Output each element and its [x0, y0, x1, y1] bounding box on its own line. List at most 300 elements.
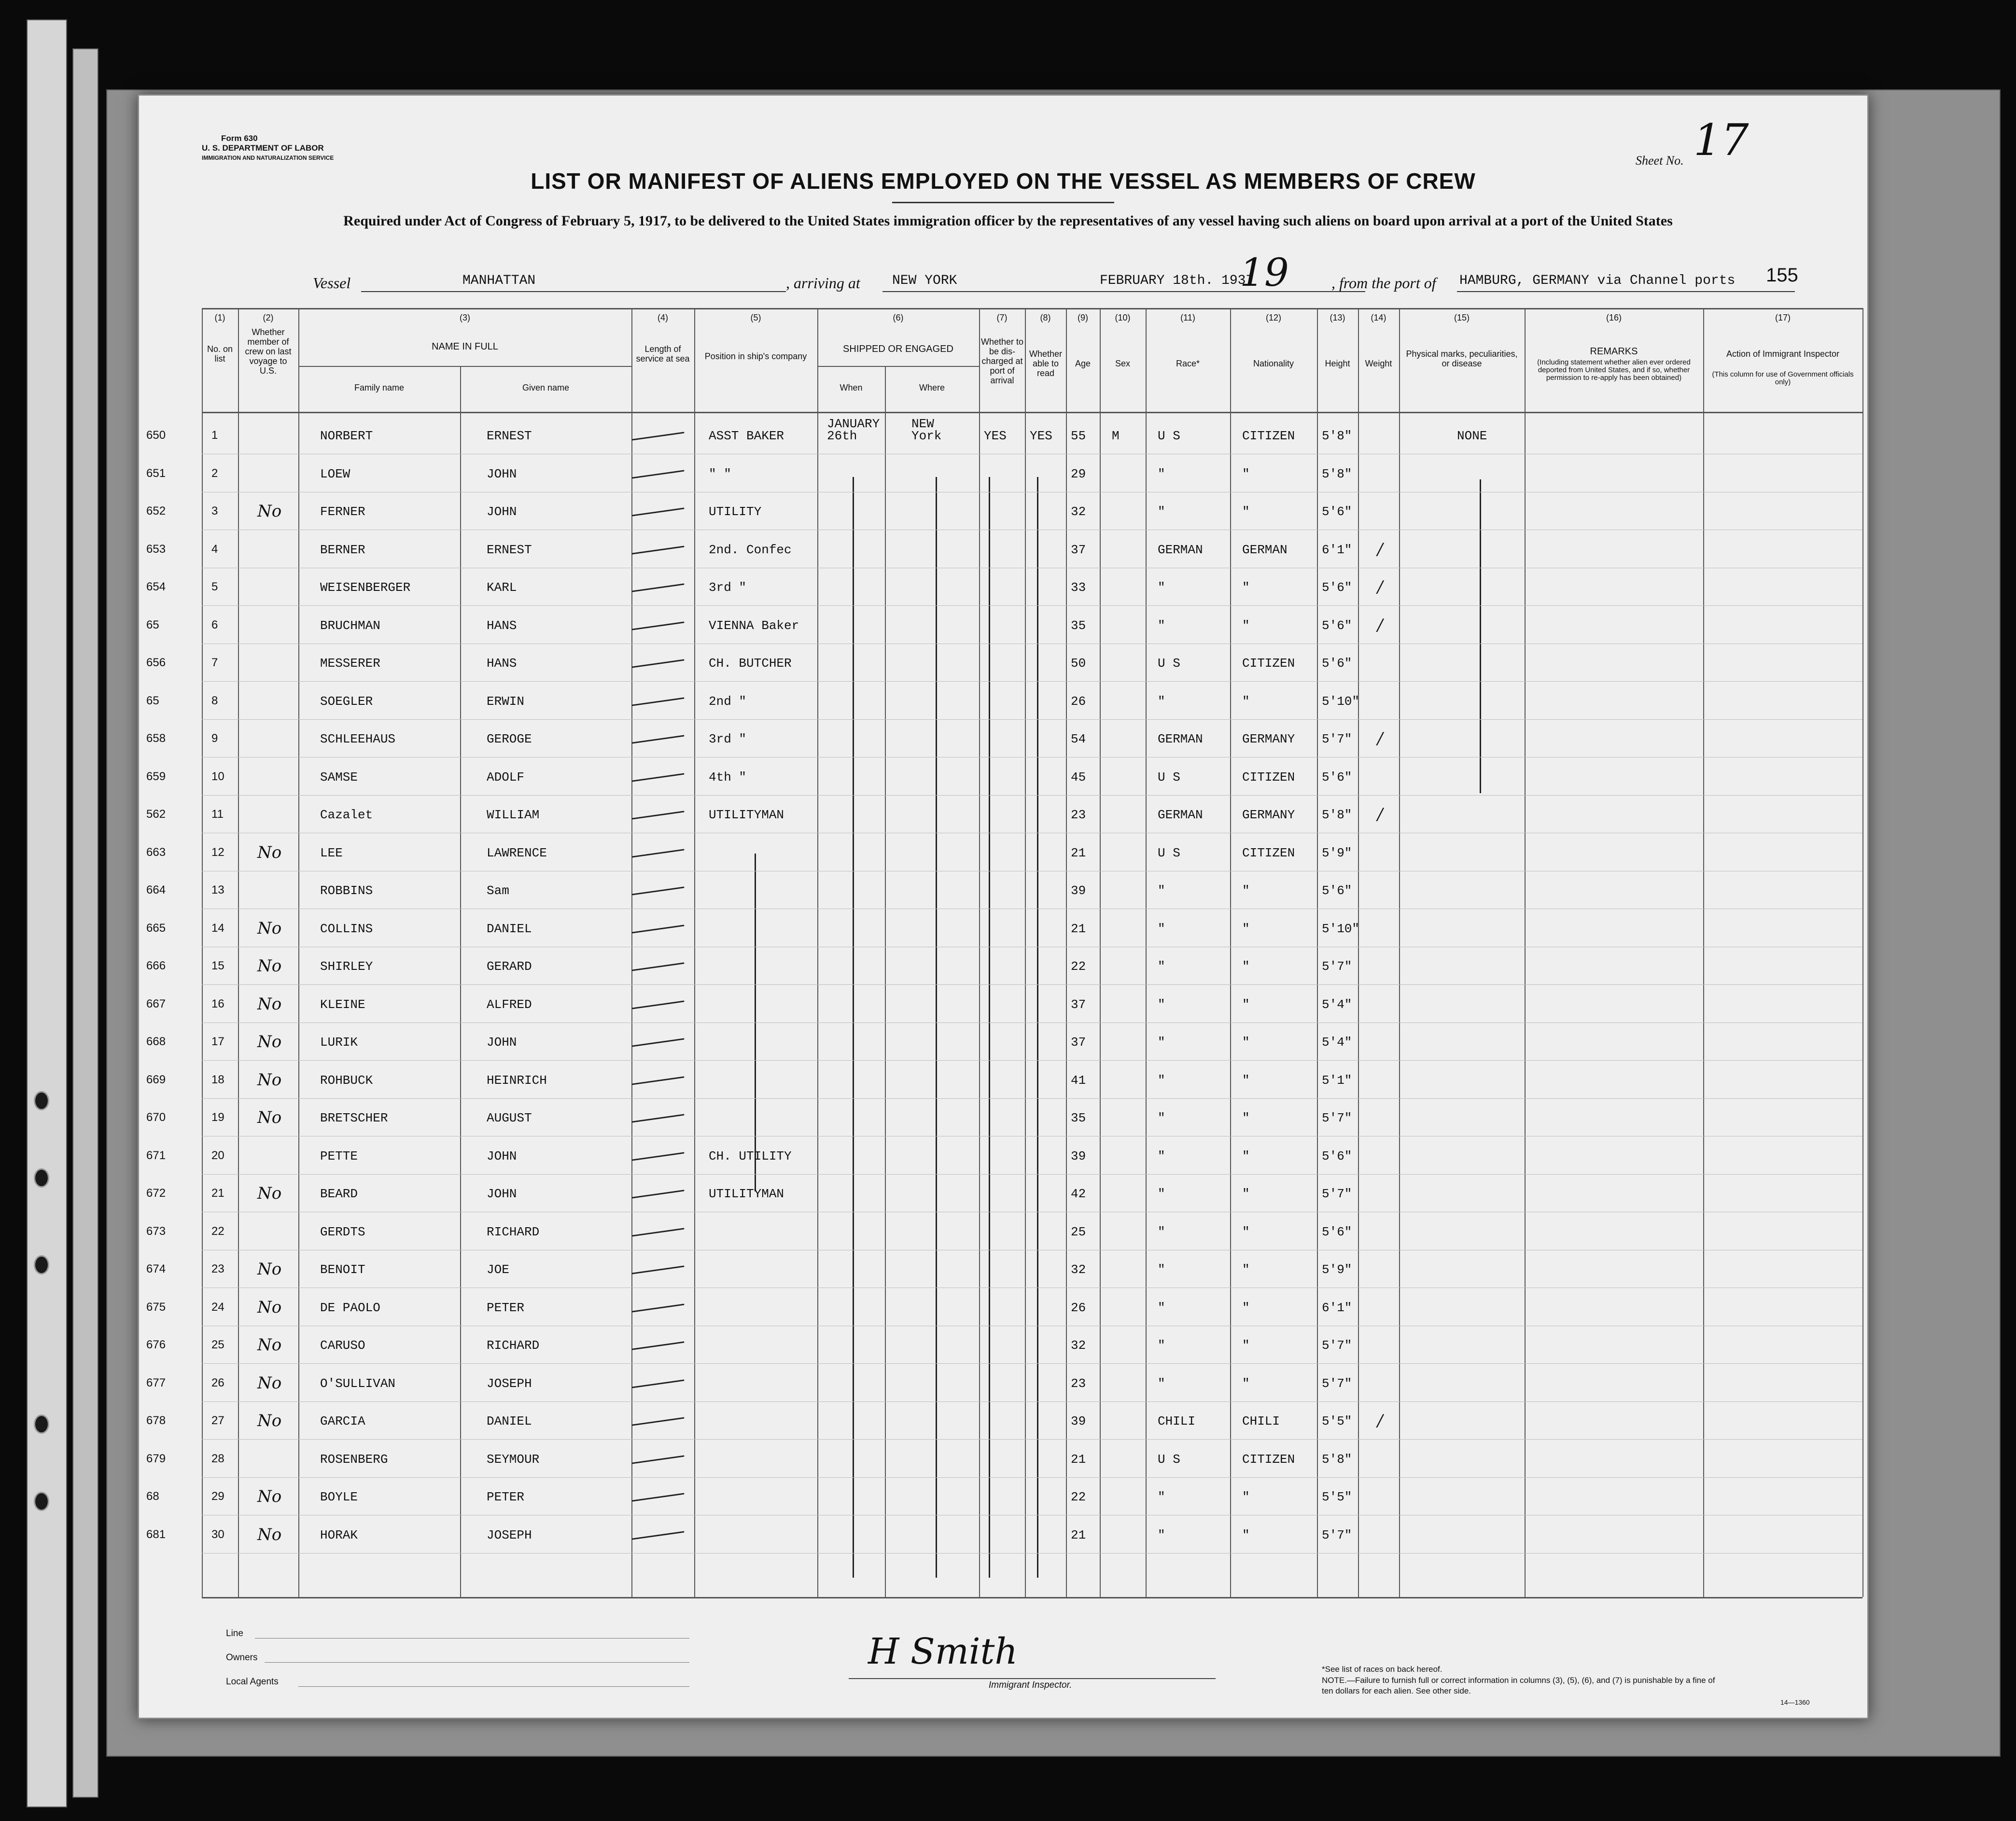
height: 5'5" [1322, 1490, 1352, 1504]
margin-number: 651 [146, 467, 166, 480]
col-divider [1525, 308, 1526, 1597]
row-number: 24 [211, 1301, 224, 1314]
height: 5'6" [1322, 1225, 1352, 1239]
col-head-17: Action of Immigrant Inspector [1726, 349, 1840, 359]
previous-voyage: No [257, 502, 282, 521]
service-length-stroke [631, 1076, 684, 1085]
service-length-stroke [631, 1455, 684, 1464]
col-divider [1066, 308, 1067, 1597]
col-num-4: (4) [658, 313, 668, 322]
height: 5'6" [1322, 580, 1352, 595]
binder-hole [34, 1415, 49, 1434]
col-head-3-family: Family name [354, 383, 405, 392]
col-divider [1862, 308, 1863, 1597]
nationality: " [1242, 618, 1250, 633]
row-number: 9 [211, 732, 218, 745]
col-num-17: (17) [1775, 313, 1791, 322]
nationality: CITIZEN [1242, 656, 1295, 671]
age: 21 [1071, 1528, 1086, 1542]
nationality: " [1242, 1187, 1250, 1201]
service-length-stroke [631, 1000, 684, 1009]
nationality: " [1242, 1073, 1250, 1088]
service-length-stroke [631, 1303, 684, 1312]
nationality: " [1242, 694, 1250, 709]
col-num-3: (3) [460, 313, 470, 322]
height: 5'8" [1322, 467, 1352, 481]
margin-number: 656 [146, 656, 166, 669]
manifest-page [138, 94, 1869, 1719]
nationality: " [1242, 504, 1250, 519]
height: 5'10" [1322, 694, 1360, 709]
race: " [1158, 1262, 1165, 1277]
race: " [1158, 1490, 1165, 1504]
row-rule [202, 795, 1862, 796]
age: 22 [1071, 1490, 1086, 1504]
service-length-stroke [631, 470, 684, 478]
col-head-17-note: (This column for use of Government officials only) [1712, 370, 1854, 386]
owners-underline [265, 1662, 689, 1663]
height: 5'6" [1322, 770, 1352, 784]
height: 5'6" [1322, 656, 1352, 671]
age: 54 [1071, 732, 1086, 746]
nationality: " [1242, 1225, 1250, 1239]
given-name: JOHN [487, 1149, 517, 1163]
nationality: " [1242, 580, 1250, 595]
nationality: " [1242, 997, 1250, 1012]
margin-number: 653 [146, 543, 166, 556]
race: " [1158, 1111, 1165, 1125]
department-label: U. S. DEPARTMENT OF LABOR [202, 143, 324, 153]
position: VIENNA Baker [709, 618, 799, 633]
service-length-stroke [631, 811, 684, 819]
signature-underline [849, 1678, 1216, 1679]
row-number: 14 [211, 922, 224, 935]
col-head-10: Sex [1115, 359, 1131, 368]
row-number: 4 [211, 543, 218, 556]
age: 32 [1071, 1262, 1086, 1277]
previous-voyage: No [257, 1487, 282, 1506]
col-divider [1230, 308, 1231, 1597]
given-name: ERWIN [487, 694, 525, 709]
shipped-where: York [911, 429, 942, 443]
age: 35 [1071, 1111, 1086, 1125]
height: 5'7" [1322, 1187, 1352, 1201]
row-rule [202, 1174, 1862, 1175]
row-rule [202, 1401, 1862, 1402]
check-mark: / [1377, 616, 1383, 635]
row-number: 5 [211, 580, 218, 593]
previous-voyage: No [257, 1298, 282, 1317]
line-label: Line [226, 1628, 243, 1639]
races-note: *See list of races on back hereof. [1322, 1665, 1442, 1674]
height: 5'6" [1322, 883, 1352, 898]
nationality: CITIZEN [1242, 429, 1295, 443]
row-rule [202, 681, 1862, 682]
inspector-signature: H Smith [868, 1631, 1018, 1672]
row-number: 7 [211, 656, 218, 669]
position: CH. UTILITY [709, 1149, 792, 1163]
row-number: 3 [211, 504, 218, 518]
ditto-line [936, 477, 937, 1578]
col-divider [202, 308, 203, 1597]
check-mark: / [1377, 805, 1383, 824]
race: U S [1158, 846, 1180, 860]
age: 32 [1071, 504, 1086, 519]
col-divider [1025, 308, 1026, 1597]
family-name: COLLINS [320, 922, 373, 936]
title-underline [892, 202, 1114, 203]
local-agents-underline [298, 1686, 689, 1687]
col-num-5: (5) [750, 313, 761, 322]
age: 41 [1071, 1073, 1086, 1088]
age: 33 [1071, 580, 1086, 595]
row-number: 25 [211, 1338, 224, 1351]
ditto-line [853, 477, 854, 1578]
document-title: LIST OR MANIFEST OF ALIENS EMPLOYED ON THE VESSEL AS MEMBERS OF CREW [531, 168, 1476, 194]
col-num-16: (16) [1606, 313, 1622, 322]
arriving-port: NEW YORK [892, 273, 957, 288]
check-mark: / [1377, 540, 1383, 559]
family-name: HORAK [320, 1528, 358, 1542]
row-rule [202, 1098, 1862, 1099]
col-head-1: No. on list [207, 344, 233, 364]
age: 42 [1071, 1187, 1086, 1201]
margin-number: 678 [146, 1414, 166, 1427]
given-name: JOSEPH [487, 1376, 532, 1391]
service-length-stroke [631, 621, 684, 630]
given-name: RICHARD [487, 1338, 540, 1353]
race: " [1158, 1187, 1165, 1201]
age: 45 [1071, 770, 1086, 784]
position: CH. BUTCHER [709, 656, 792, 671]
row-number: 16 [211, 997, 224, 1010]
position: UTILITY [709, 504, 762, 519]
age: 37 [1071, 1035, 1086, 1050]
family-name: SCHLEEHAUS [320, 732, 396, 746]
able-to-read: YES [1030, 429, 1052, 443]
ditto-line [1480, 479, 1481, 793]
row-number: 27 [211, 1414, 224, 1427]
given-name: JOHN [487, 504, 517, 519]
given-name: KARL [487, 580, 517, 595]
margin-number: 65 [146, 618, 159, 631]
service-length-stroke [631, 583, 684, 592]
height: 5'6" [1322, 1149, 1352, 1163]
age: 29 [1071, 467, 1086, 481]
row-rule [202, 1553, 1862, 1554]
margin-number: 670 [146, 1111, 166, 1124]
race: " [1158, 1528, 1165, 1542]
vessel-underline [361, 291, 786, 292]
height: 5'4" [1322, 1035, 1352, 1050]
family-name: DE PAOLO [320, 1301, 380, 1315]
inspector-label: Immigrant Inspector. [989, 1680, 1072, 1690]
race: " [1158, 618, 1165, 633]
race: " [1158, 467, 1165, 481]
row-number: 17 [211, 1035, 224, 1048]
margin-number: 654 [146, 580, 166, 593]
back-sheet [27, 19, 67, 1807]
family-name: KLEINE [320, 997, 365, 1012]
position: UTILITYMAN [709, 808, 784, 822]
row-number: 8 [211, 694, 218, 707]
margin-number: 65 [146, 694, 159, 707]
given-name: ERNEST [487, 543, 532, 557]
given-name: JOHN [487, 467, 517, 481]
col-divider [1358, 308, 1359, 1597]
col-divider [1146, 308, 1147, 1597]
row-number: 28 [211, 1452, 224, 1465]
row-rule [202, 1477, 1862, 1478]
height: 5'5" [1322, 1414, 1352, 1429]
row-number: 6 [211, 618, 218, 631]
margin-number: 671 [146, 1149, 166, 1162]
family-name: WEISENBERGER [320, 580, 411, 595]
col-head-4: Length of service at sea [636, 344, 690, 364]
service-length-stroke [631, 1265, 684, 1274]
margin-number: 677 [146, 1376, 166, 1389]
row-number: 15 [211, 959, 224, 972]
age: 21 [1071, 1452, 1086, 1467]
family-name: BERNER [320, 543, 365, 557]
race: " [1158, 504, 1165, 519]
physical-marks: NONE [1457, 429, 1487, 443]
col-num-7: (7) [996, 313, 1008, 322]
given-name: GERARD [487, 959, 532, 974]
margin-number: 658 [146, 732, 166, 745]
previous-voyage: No [257, 1411, 282, 1430]
race: " [1158, 694, 1165, 709]
col-divider [631, 308, 632, 1597]
height: 5'7" [1322, 959, 1352, 974]
binder-hole [34, 1255, 49, 1275]
given-name: JOHN [487, 1187, 517, 1201]
position: " " [709, 467, 731, 481]
col-divider [694, 308, 695, 1597]
margin-number: 652 [146, 504, 166, 518]
race: " [1158, 1338, 1165, 1353]
race: " [1158, 1035, 1165, 1050]
binder-hole [34, 1168, 49, 1188]
family-name: O'SULLIVAN [320, 1376, 396, 1391]
nationality: " [1242, 959, 1250, 974]
header-bottom-rule [202, 412, 1862, 413]
nationality: CITIZEN [1242, 1452, 1295, 1467]
service-length-stroke [631, 1417, 684, 1426]
row-rule [202, 605, 1862, 606]
age: 22 [1071, 959, 1086, 974]
service-length-stroke [631, 925, 684, 933]
margin-number: 667 [146, 997, 166, 1010]
col-head-7: Whether to be dis-charged at port of arrival [980, 337, 1024, 385]
previous-voyage: No [257, 843, 282, 862]
height: 5'7" [1322, 1376, 1352, 1391]
row-number: 18 [211, 1073, 224, 1086]
service-length-stroke [631, 546, 684, 554]
family-name: BRUCHMAN [320, 618, 380, 633]
col-num-6: (6) [893, 313, 904, 322]
col-head-9: Age [1075, 359, 1091, 368]
table-top-rule [202, 308, 1862, 309]
row-number: 30 [211, 1528, 224, 1541]
age: 26 [1071, 1301, 1086, 1315]
sheet-number: 17 [1694, 115, 1749, 166]
given-name: HANS [487, 656, 517, 671]
col-num-9: (9) [1078, 313, 1088, 322]
row-number: 20 [211, 1149, 224, 1162]
service-length-stroke [631, 507, 684, 516]
nationality: " [1242, 1149, 1250, 1163]
height: 5'10" [1322, 922, 1360, 936]
margin-number: 68 [146, 1490, 159, 1503]
col-num-12: (12) [1265, 313, 1281, 322]
nationality: " [1242, 883, 1250, 898]
race: GERMAN [1158, 543, 1203, 557]
document-subtitle: Required under Act of Congress of February 5, 1917, to be delivered to the United States immigration officer by the representatives of any vessel having such aliens on board upon arrival at a port of the United States [343, 213, 1673, 229]
sex: M [1112, 429, 1120, 443]
col-divider [979, 308, 980, 1597]
height: 5'4" [1322, 997, 1352, 1012]
margin-number: 664 [146, 883, 166, 896]
margin-number: 672 [146, 1187, 166, 1200]
service-length-stroke [631, 1190, 684, 1198]
row-rule [202, 1060, 1862, 1061]
col-num-11: (11) [1180, 313, 1195, 322]
col-head-6: SHIPPED OR ENGAGED [843, 344, 953, 354]
margin-number: 669 [146, 1073, 166, 1086]
col-head-5: Position in ship's company [704, 351, 807, 361]
previous-voyage: No [257, 1335, 282, 1355]
given-name: ALFRED [487, 997, 532, 1012]
col-head-14: Weight [1365, 359, 1392, 368]
row-number: 29 [211, 1490, 224, 1503]
nationality: CITIZEN [1242, 770, 1295, 784]
height: 5'7" [1322, 1528, 1352, 1542]
margin-number: 673 [146, 1225, 166, 1238]
col-head-8: Whether able to read [1029, 349, 1063, 378]
height: 5'8" [1322, 1452, 1352, 1467]
family-name: FERNER [320, 504, 365, 519]
shipped-when: 26th [827, 429, 857, 443]
col-divider [460, 366, 461, 1597]
margin-number: 666 [146, 959, 166, 972]
height: 5'7" [1322, 1111, 1352, 1125]
nationality: GERMANY [1242, 732, 1295, 746]
service-length-stroke [631, 773, 684, 782]
previous-voyage: No [257, 1525, 282, 1544]
col-head-11: Race* [1176, 359, 1200, 368]
nationality: CITIZEN [1242, 846, 1295, 860]
col-divider [1703, 308, 1704, 1597]
race: U S [1158, 770, 1180, 784]
race: " [1158, 883, 1165, 898]
col-head-2: Whether member of crew on last voyage to U.S. [245, 327, 292, 376]
age: 37 [1071, 543, 1086, 557]
row-number: 22 [211, 1225, 224, 1238]
row-rule [202, 1439, 1862, 1440]
family-name: BOYLE [320, 1490, 358, 1504]
height: 5'7" [1322, 1338, 1352, 1353]
service-length-stroke [631, 1493, 684, 1501]
race: " [1158, 1073, 1165, 1088]
row-number: 1 [211, 429, 218, 442]
service-length-stroke [631, 1114, 684, 1122]
shipped-month: JANUARY [827, 417, 880, 431]
from-port-label: , from the port of [1331, 274, 1436, 292]
binder-hole [34, 1091, 49, 1110]
family-name: NORBERT [320, 429, 373, 443]
given-name: LAWRENCE [487, 846, 547, 860]
service-length-stroke [631, 697, 684, 706]
height: 6'1" [1322, 1301, 1352, 1315]
given-name: AUGUST [487, 1111, 532, 1125]
page-number: 155 [1766, 265, 1798, 286]
race: " [1158, 1376, 1165, 1391]
col-divider [1100, 308, 1101, 1597]
from-port-underline [1457, 291, 1795, 292]
family-name: GARCIA [320, 1414, 365, 1429]
family-name: ROHBUCK [320, 1073, 373, 1088]
given-name: WILLIAM [487, 808, 540, 822]
nationality: " [1242, 1111, 1250, 1125]
service-length-stroke [631, 1228, 684, 1236]
arrival-date: FEBRUARY 18th. 1937 [1100, 273, 1254, 288]
race: " [1158, 922, 1165, 936]
margin-number: 650 [146, 429, 166, 442]
height: 5'6" [1322, 504, 1352, 519]
race: " [1158, 959, 1165, 974]
row-rule [202, 1363, 1862, 1364]
arrival-date-handwritten: 19 [1240, 250, 1289, 295]
height: 5'7" [1322, 732, 1352, 746]
previous-voyage: No [257, 1373, 282, 1393]
nationality: CHILI [1242, 1414, 1280, 1429]
col-head-12: Nationality [1253, 359, 1294, 368]
height: 5'1" [1322, 1073, 1352, 1088]
nationality: " [1242, 1301, 1250, 1315]
margin-number: 679 [146, 1452, 166, 1465]
service-length-stroke [631, 1152, 684, 1161]
family-name: MESSERER [320, 656, 380, 671]
previous-voyage: No [257, 1070, 282, 1090]
col-head-16-note: (Including statement whether alien ever ordered deported from United States, and if so, whether permission to re-apply has been obtained) [1537, 358, 1691, 382]
family-name: PETTE [320, 1149, 358, 1163]
col-divider [298, 308, 299, 1597]
previous-voyage: No [257, 919, 282, 938]
col-head-3: NAME IN FULL [432, 341, 498, 352]
family-name: LURIK [320, 1035, 358, 1050]
row-number: 10 [211, 770, 224, 783]
given-name: PETER [487, 1490, 525, 1504]
nationality: GERMANY [1242, 808, 1295, 822]
form-number: Form 630 [221, 134, 258, 143]
given-name: ADOLF [487, 770, 525, 784]
discharged-flag: YES [984, 429, 1007, 443]
table-bottom-rule [202, 1597, 1862, 1598]
col-num-15: (15) [1454, 313, 1470, 322]
margin-number: 562 [146, 808, 166, 821]
owners-label: Owners [226, 1653, 258, 1663]
age: 55 [1071, 429, 1086, 443]
age: 23 [1071, 1376, 1086, 1391]
check-mark: / [1377, 729, 1383, 748]
height: 6'1" [1322, 543, 1352, 557]
family-name: BRETSCHER [320, 1111, 388, 1125]
col-num-14: (14) [1371, 313, 1386, 322]
service-length-stroke [631, 849, 684, 857]
margin-number: 674 [146, 1262, 166, 1275]
given-name: HANS [487, 618, 517, 633]
